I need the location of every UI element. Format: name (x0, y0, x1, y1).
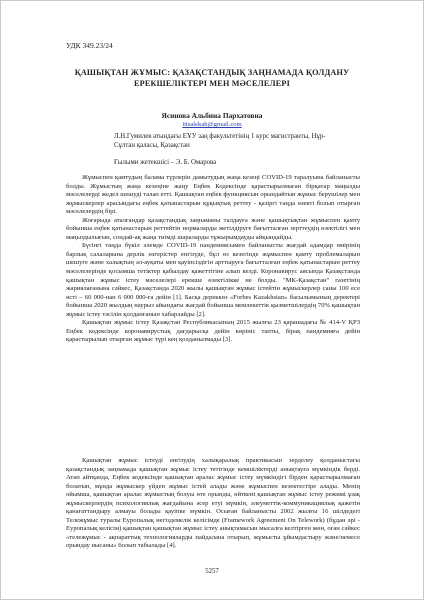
author-name: Ясинова Альбина Пархатовна (161, 111, 263, 120)
title-line: ЕРЕКШЕЛІКТЕРІ МЕН МӘСЕЛЕЛЕРІ (133, 79, 291, 88)
page-number: 5257 (205, 568, 219, 575)
author-affiliation: Л.Н.Гумилев атындағы ЕҰУ заң факультетінің 1 курс магистранты, Нұр-Сұлтан қаласы, Қазақстан (114, 133, 326, 149)
title-line: ҚАШЫҚТАН ЖҰМЫС: ҚАЗАҚСТАНДЫҚ ЗАҢНАМАДА ҚОЛДАНУ (74, 68, 350, 77)
scientific-advisor: Ғылыми жетекшісі – Э. Б. Омарова (114, 159, 217, 166)
paragraph: Жұмыспен қамтудың балама түрлерін дамытудың жаңа кезеңі COVID-19 таралуына байланысты болды. Жұмыстың жаңа кезеңіне жаңу Еңбек Кодексінде қарастырылмаған бірқатар маңызды мәселелерді жедел шешуді талап етті. Қашықтан еңбек функциясын орындайтын жұмыс берушілер мен жұмыскерлер арасындағы еңбек қатынастарын құқықтық реттеу - қазіргі таңда өзекті болып отырған мәселелердің бірі. (66, 174, 360, 216)
body-text-top (66, 174, 360, 345)
paragraph: Қашықтан жұмыс істеуді енгізудің халықаралық практикасын зерделеу қолданыстағы қазақстандық заңнамада қашықтан жұмыс істеу тетігінде кемшіліктерді анықтауға мүмкіндік берді. Атап айтқанда, Еңбек кодексінде қашықтан аралас жұмыс істеу мүмкіндігі бірден қарастырылмаған болатын, мұнда жұмыскер үйден жұмыс істей алады және жұмыспен кезектестіре алады. Менің ойымша, қашықтан аралас жұмыстың болуы өте орынды, өйткені қашықтан жұмыс істеу режимі ұзақ жұмыскерлердің психологиялық жағдайына әсер етуі мүмкін, әлеуметтік-коммуникациялық қажетін қанағаттандыру алмауы болады қауіпке мүмкін. Осыған байланысты 2002 жылғы 16 шілдедегі Тележұмыс туралы Еуропалық негіздемелік келісімде (Framework Agreement On Telework) (бұдан әрі - Еуропалық келісім) қашықтан қашықтан жұмыс істеу анықтамасын мысалға келтірген жөн, оған сәйкес «тележұмыс - ақпараттық технологияларды пайдалана отырып, жұмысты ұйымдастыру және/немесе орындау нысаны» болып табылады [4]. (66, 457, 360, 550)
paragraph: Қашықтан жұмыс істеу Қазақстан Республикасының 2015 жылғы 23 қарашадағы № 414-V ҚРЗ Еңбек кодексінде коронавирустық дағдарысқа дейін көрініс тапты, бірақ пандемияға дейін қарастырылып отырған жұмыс түрі кең қолданылмады [3]. (66, 319, 360, 344)
udk-code: УДК 349.23/24 (66, 41, 113, 50)
author-email-link[interactable]: iitsalekah@gmail.com (182, 121, 242, 128)
paragraph: Жоғарыда аталғандар қазақстандық заңнаманы талдауға және қашықтықтан жұмыспен қамту бойынша еңбек қатынастарын реттейтін нормаларды жетілдіруге бағытталған зерттеудің өзектілігі мен маңыздылығын, сондай-ақ жаңа тиімді шараларды тұжырымдауды айқындайды. (66, 216, 360, 241)
body-text-bottom (66, 457, 360, 551)
article-title (61, 67, 363, 89)
paragraph: Бүгінгі таңда бүкіл әлемде COVID-19 пандемиясымен байланысты жағдай адамдар өмірінің барлық салаларына дерлік өзгерістер енгізуде, бұл өз кезегінде жұмыспен қамту проблемаларын шешуге және халықтың әл-ауқаты мен қауіпсіздігін арттыруға бағытталған еңбек қатынастарын реттеу мәселелерінде қосымша тетіктер қабылдау қажеттігіне алып келді. Коронавирус аясында Қазақстанда қашықтан жұмыс істеу мәселелері ерекше өзектілікке не болды. "МК-Қазақстан" газетінің жариялағанына сәйкес, Қазақстанда 2020 жылы қашықтан жұмыс істейтін жұмыскерлер саны 100 есе өсті – 60 000-нан 6 000 000-ға дейін [1]. Басқа дереккөз «Forbes Kazakhstan» басылымының деректері бойынша 2020 жылдың наурыз айындағы жағдай бойынша мемлекеттік қызметшілердің 70% қашықтан жұмыс істеу тәсілін қолданғанын хабарлайды [2]. (66, 242, 360, 318)
